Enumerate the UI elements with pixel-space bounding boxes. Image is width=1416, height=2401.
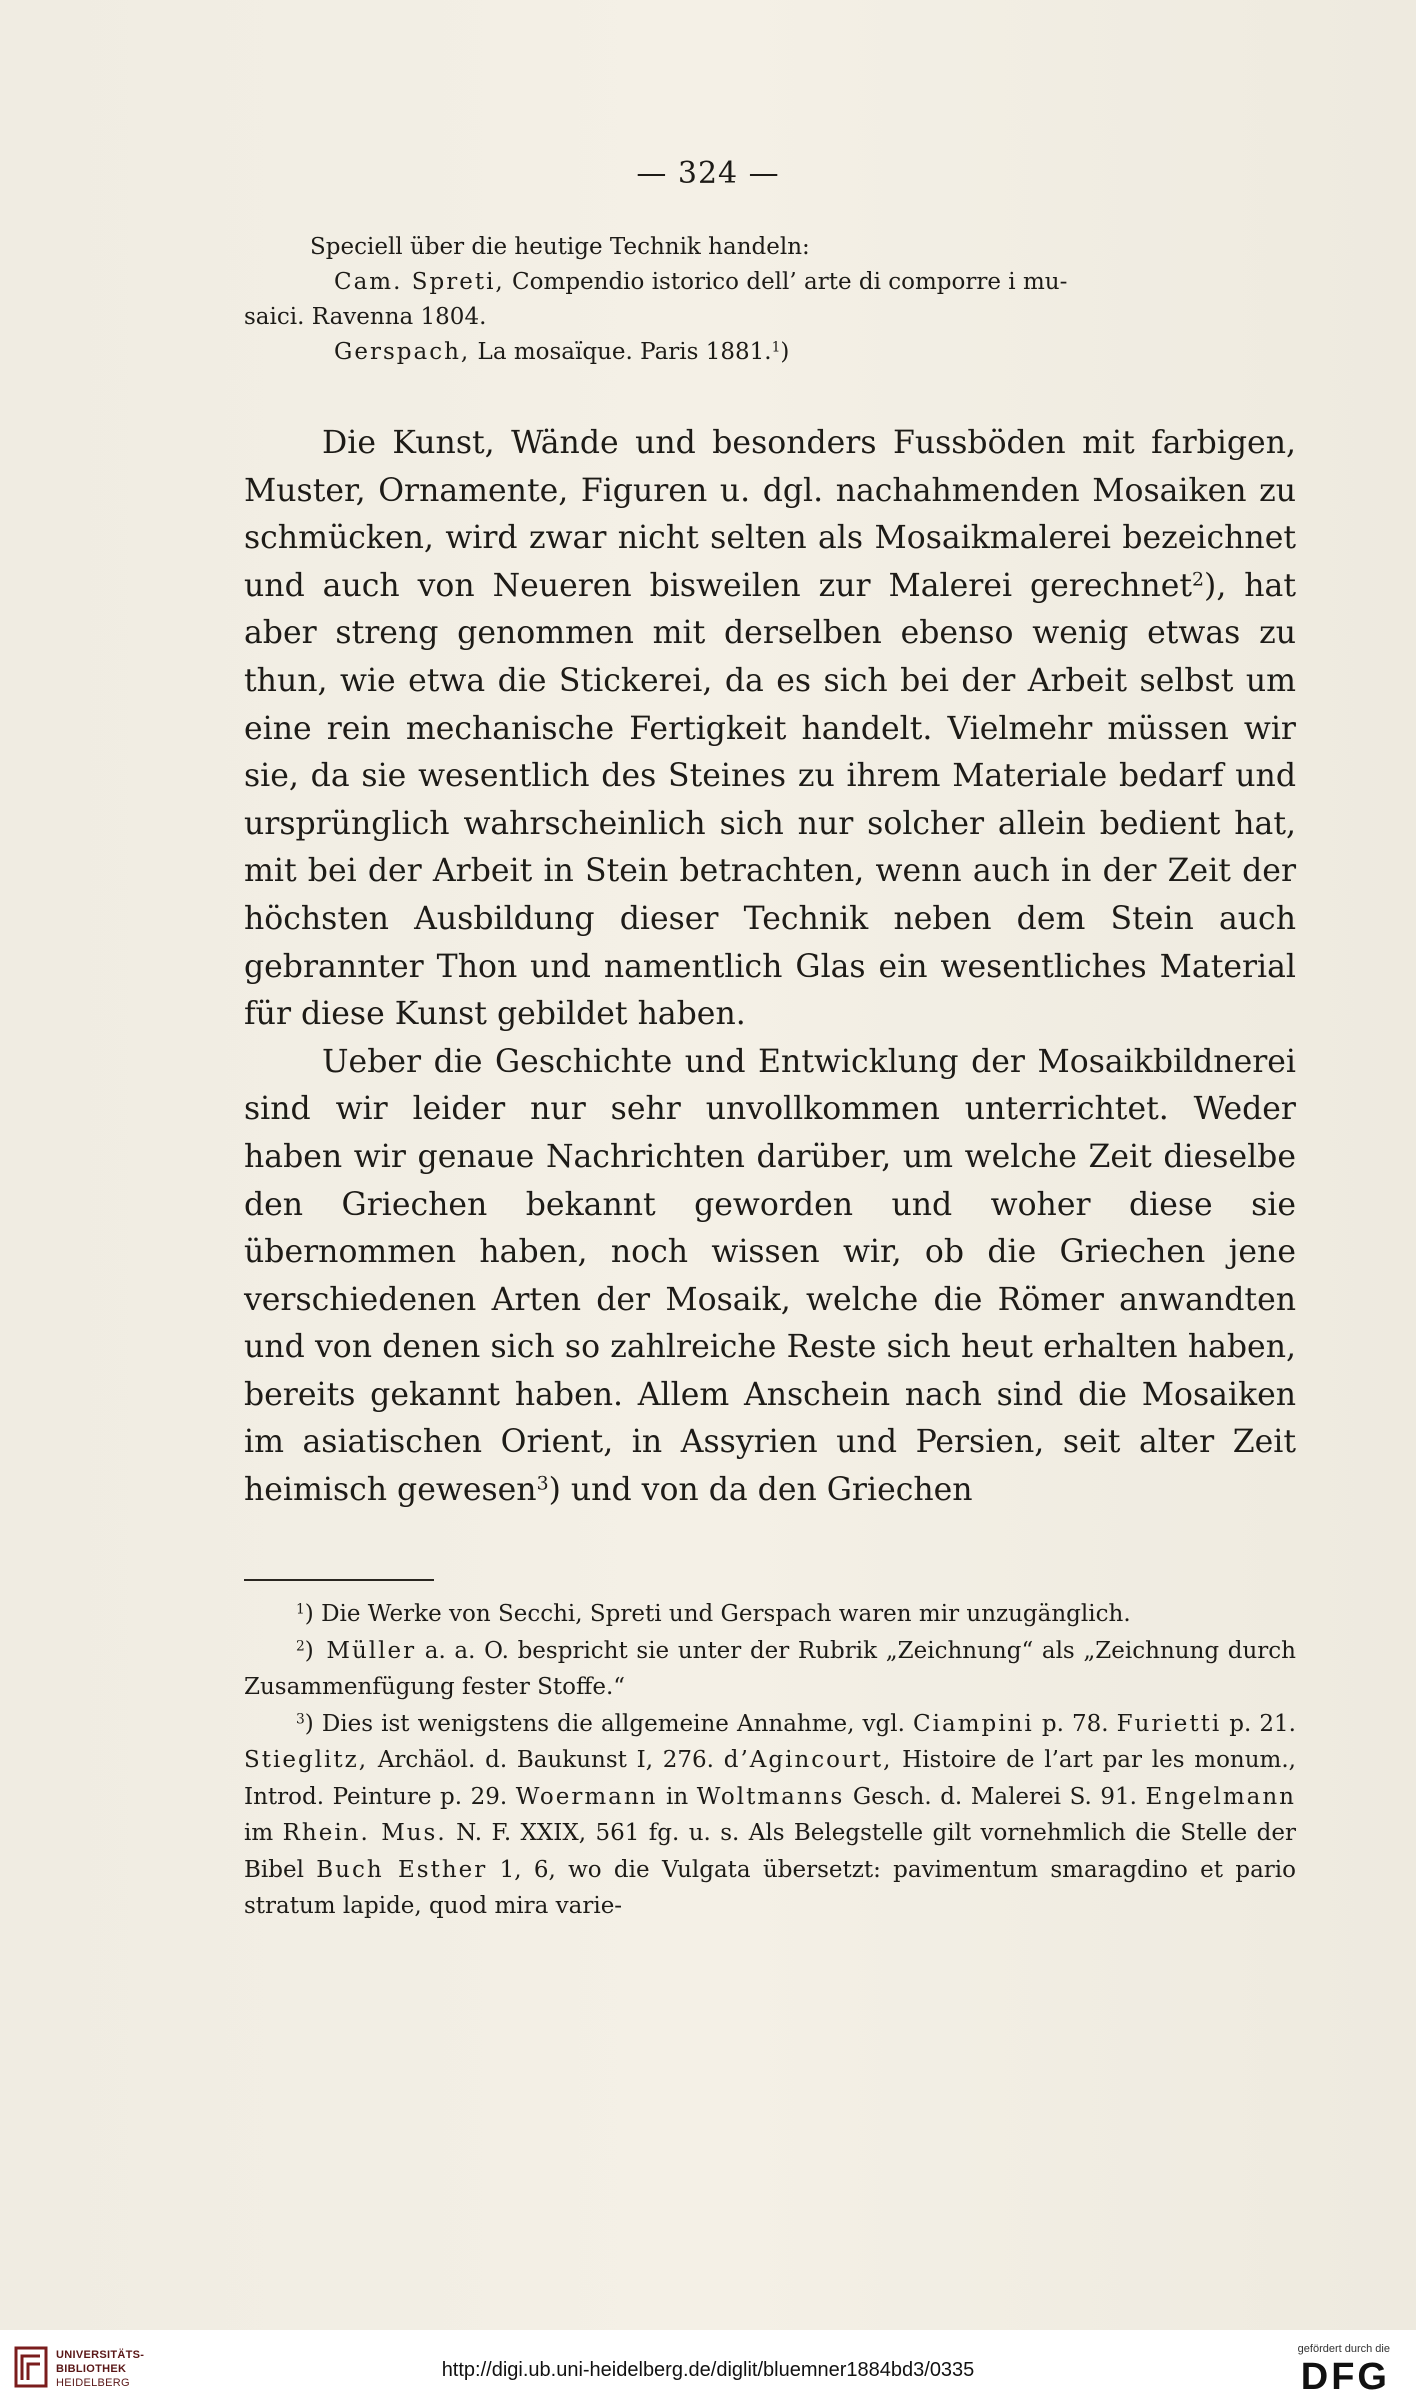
footnote-author: Ciampini bbox=[913, 1710, 1034, 1737]
main-text bbox=[244, 420, 1296, 1515]
footnote-text: Histoire de l’art par les monum., Introd. Peinture p. 29. bbox=[244, 1747, 1296, 1810]
page-number: — 324 — bbox=[636, 156, 780, 191]
bibliography-block bbox=[244, 230, 1296, 370]
library-name-line: UNIVERSITÄTS- bbox=[56, 2349, 145, 2361]
footnote-text: p. 78. bbox=[1033, 1710, 1117, 1737]
footnote-mark: 2 bbox=[296, 1637, 305, 1654]
footnote-text: ) Dies ist wenigstens die allgemeine Annahme, vgl. bbox=[304, 1710, 914, 1737]
paragraph-text: ), hat aber streng genommen mit derselben ebenso wenig etwas zu thun, wie etwa die Stickerei, da es sich bei der Arbeit selbst um eine rein mechanische Fertigkeit handelt. Vielmehr müssen wir sie, da sie wesentlich des Steines zu ihrem Materiale bedarf und ursprünglich wahrscheinlich sich nur solcher allein bedient hat, mit bei der Arbeit in Stein betrachten, wenn auch in der Zeit der höchsten Ausbildung dieser Technik neben dem Stein auch gebrannter Thon und namentlich Glas ein wesentliches Material für diese Kunst gebildet haben. bbox=[244, 567, 1296, 1033]
footnote-ref: 3 bbox=[536, 1472, 549, 1495]
footnote bbox=[244, 1633, 1296, 1706]
footnote-text: a. a. O. bespricht sie unter der Rubrik „Zeichnung“ als „Zeichnung durch Zusammenfügung fester Stoffe.“ bbox=[244, 1637, 1296, 1700]
entry-text: La mosaïque. Paris 1881. bbox=[470, 339, 772, 365]
paragraph-text: ) und von da den Griechen bbox=[548, 1472, 973, 1509]
footnote-text: in bbox=[657, 1783, 697, 1810]
footnote-ref: 2 bbox=[1192, 568, 1205, 591]
footnote-author: Woltmanns bbox=[696, 1783, 845, 1810]
paragraph-text: Ueber die Geschichte und Entwicklung der Mosaikbildnerei sind wir leider nur sehr unvollkommen unterrichtet. Weder haben wir genaue Nachrichten darüber, um welche Zeit dieselbe den Griechen bekannt geworden und woher diese sie übernommen haben, noch wissen wir, ob die Griechen jene verschiedenen Arten der Mosaik, welche die Römer anwandten und von denen sich so zahlreiche Reste sich heut erhalten haben, bereits gekannt haben. Allem Anschein nach sind die Mosaiken im asiatischen Orient, in Assyrien und Persien, seit alter Zeit heimisch gewesen bbox=[244, 1043, 1296, 1509]
bibliography-entry-gerspach bbox=[244, 335, 1296, 370]
footnote-mark: 1 bbox=[296, 1601, 305, 1618]
library-name-line: HEIDELBERG bbox=[56, 2377, 130, 2389]
permalink-url[interactable]: http://digi.ub.uni-heidelberg.de/diglit/bluemner1884bd3/0335 bbox=[441, 2359, 975, 2381]
bibliography-entry-spreti bbox=[244, 265, 1296, 300]
footnote bbox=[244, 1706, 1296, 1925]
footnote-mark: 3 bbox=[296, 1710, 305, 1727]
footnote-text: N. F. XXIX, 561 fg. u. s. Als Belegstelle gilt vornehmlich die Stelle der Bibel bbox=[244, 1820, 1297, 1883]
footnote-text: im bbox=[244, 1820, 283, 1846]
footnote bbox=[244, 1596, 1296, 1633]
footnote-ref: 1 bbox=[771, 339, 781, 356]
paragraph-text: Die Kunst, Wände und besonders Fussböden mit farbigen, Muster, Ornamente, Figuren u. dgl. nachahmenden Mosaiken zu schmücken, wird zwar nicht selten als Mosaikmalerei bezeichnet und auch von Neueren bisweilen zur Malerei gerechnet bbox=[244, 425, 1296, 604]
entry-text: Compendio istorico dell’ arte di comporre i mu- bbox=[504, 269, 1068, 295]
footnote-author: Stieglitz, bbox=[244, 1747, 369, 1773]
library-name-line: BIBLIOTHEK bbox=[56, 2363, 127, 2375]
footnote-text: p. 21. bbox=[1221, 1710, 1296, 1737]
footnote-text: Gesch. d. Malerei S. 91. bbox=[844, 1783, 1146, 1810]
bibliography-entry-spreti-cont: saici. Ravenna 1804. bbox=[244, 304, 487, 330]
funding-label: gefördert durch die bbox=[1297, 2343, 1390, 2355]
author-name: Gerspach, bbox=[334, 339, 471, 365]
footnote-ref-close: ) bbox=[780, 339, 790, 365]
paragraph bbox=[244, 420, 1296, 1039]
author-name: Cam. Spreti, bbox=[334, 269, 505, 295]
paragraph bbox=[244, 1039, 1296, 1515]
bibliography-intro: Speciell über die heutige Technik handeln: bbox=[310, 234, 810, 260]
footnote-source: Buch Esther bbox=[316, 1856, 488, 1883]
footnote-author: ) Müller bbox=[304, 1637, 417, 1664]
footnote-author: Woermann bbox=[515, 1783, 658, 1810]
footnote-author: d’Agincourt, bbox=[723, 1747, 893, 1773]
footnote-text: ) Die Werke von Secchi, Spreti und Gerspach waren mir unzugänglich. bbox=[304, 1601, 1131, 1627]
footnote-journal: Rhein. Mus. bbox=[282, 1820, 447, 1846]
dfg-logo: DFG bbox=[1300, 2356, 1390, 2398]
footnote-text: Archäol. d. Baukunst I, 276. bbox=[368, 1747, 724, 1773]
footnote-author: Furietti bbox=[1116, 1710, 1222, 1737]
footnote-author: Engelmann bbox=[1145, 1783, 1296, 1810]
footnote-text: 1, 6, wo die Vulgata übersetzt: pavimentum smaragdino et pario stratum lapide, quod mira varie- bbox=[244, 1856, 1296, 1919]
footnotes bbox=[244, 1596, 1296, 1925]
footnote-separator bbox=[244, 1579, 434, 1581]
